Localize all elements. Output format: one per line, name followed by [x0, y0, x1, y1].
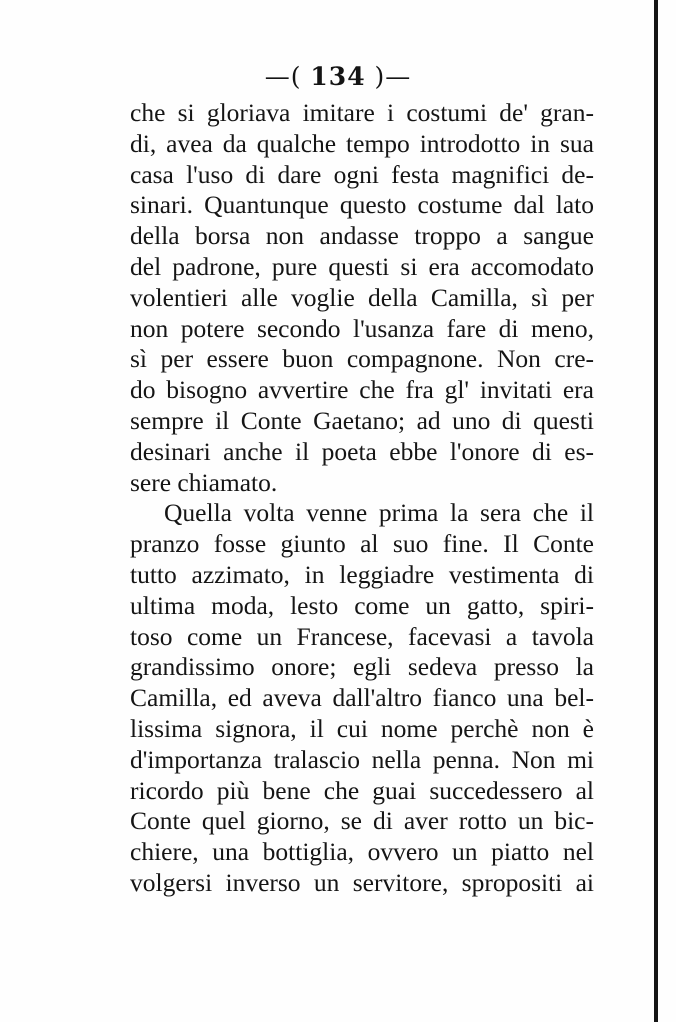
text-line: volentieri alle voglie della Camilla, sì per	[130, 282, 594, 312]
text-line: del padrone, pure questi si era accomodato	[130, 251, 594, 281]
text-line: grandissimo onore; egli sedeva presso la	[130, 652, 594, 682]
text-line: lissima signora, il cui nome perchè non è	[130, 713, 594, 743]
text-line: desinari anche il poeta ebbe l'onore di es-	[130, 436, 594, 466]
text-line: volgersi inverso un servitore, spropositi ai	[130, 867, 594, 897]
header-right-dash: )—	[374, 62, 412, 91]
page-header	[0, 62, 676, 91]
text-line: pranzo fosse giunto al suo fine. Il Conte	[130, 529, 594, 559]
text-line: toso come un Francese, facevasi a tavola	[130, 621, 594, 651]
text-line: d'importanza tralascio nella penna. Non mi	[130, 744, 594, 774]
text-line: sinari. Quantunque questo costume dal lato	[130, 190, 594, 220]
text-line: sere chiamato.	[130, 467, 278, 497]
header-left-dash: —(	[264, 62, 302, 91]
text-line: non potere secondo l'usanza fare di meno,	[130, 313, 594, 343]
text-line: Quella volta venne prima la sera che il	[164, 498, 594, 528]
page-edge-shadow	[654, 0, 658, 1022]
text-line: chiere, una bottiglia, ovvero un piatto nel	[130, 837, 594, 867]
paragraph-1	[130, 98, 594, 498]
text-line: che si gloriava imitare i costumi de' gran-	[130, 98, 594, 127]
text-line: sempre il Conte Gaetano; ad uno di questi	[130, 405, 594, 435]
text-line: ultima moda, lesto come un gatto, spiri-	[130, 590, 594, 620]
text-line: tutto azzimato, in leggiadre vestimenta di	[130, 559, 594, 589]
text-line: di, avea da qualche tempo introdotto in sua	[130, 128, 594, 158]
text-line: sì per essere buon compagnone. Non cre-	[130, 344, 594, 374]
text-line: ricordo più bene che guai succedessero al	[130, 775, 594, 805]
paragraph-2	[130, 498, 594, 898]
body-text	[130, 98, 594, 899]
text-line: Camilla, ed aveva dall'altro fianco una bel-	[130, 683, 594, 713]
page-number: 134	[310, 62, 366, 91]
text-line: della borsa non andasse troppo a sangue	[130, 221, 594, 251]
text-line: casa l'uso di dare ogni festa magnifici de-	[130, 159, 594, 189]
text-line: Conte quel giorno, se di aver rotto un bic-	[130, 806, 594, 836]
text-line: do bisogno avvertire che fra gl' invitati era	[130, 375, 594, 405]
